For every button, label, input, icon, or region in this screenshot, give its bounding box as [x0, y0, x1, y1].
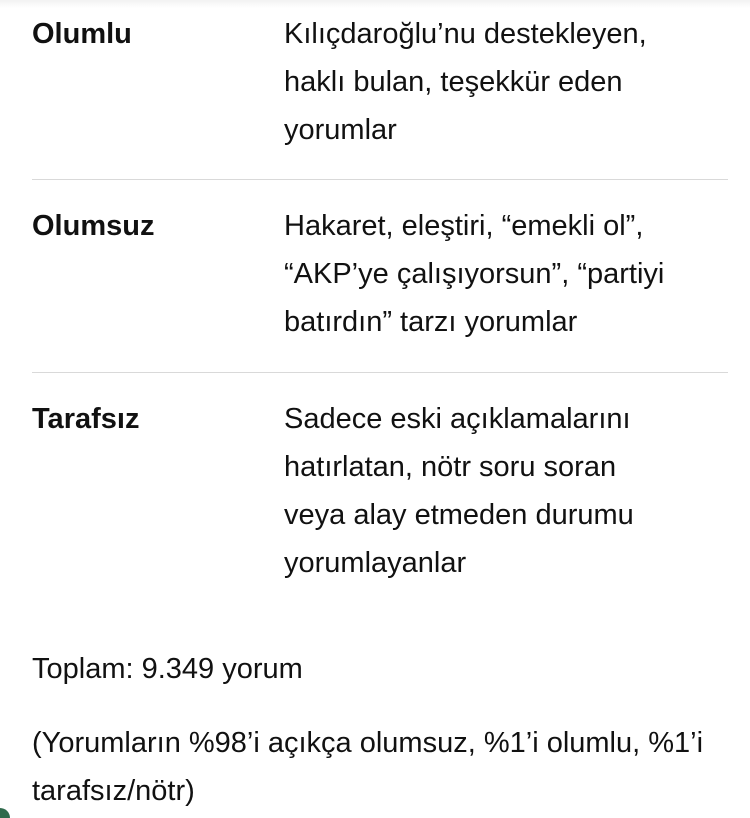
percentage-note: (Yorumların %98’i açıkça olumsuz, %1’i olumlu, %1’i tarafsız/nötr): [32, 727, 704, 807]
row-label-neutral: Tarafsız: [32, 403, 140, 435]
table-row-positive: [32, 0, 728, 180]
corner-decoration: [0, 808, 10, 818]
row-label-negative: Olumsuz: [32, 210, 155, 242]
row-description-neutral: Sadece eski açıklamalarını hatırlatan, nötr soru soran veya alay etmeden durumu yorumlayanlar: [284, 403, 634, 579]
total-comments: Toplam: 9.349 yorum: [32, 653, 303, 685]
row-label-positive: Olumlu: [32, 18, 132, 50]
row-description-positive: Kılıçdaroğlu’nu destekleyen, haklı bulan, teşekkür eden yorumlar: [284, 18, 647, 146]
row-description-negative: Hakaret, eleştiri, “emekli ol”, “AKP’ye çalışıyorsun”, “partiyi batırdın” tarzı yorumlar: [284, 210, 665, 338]
